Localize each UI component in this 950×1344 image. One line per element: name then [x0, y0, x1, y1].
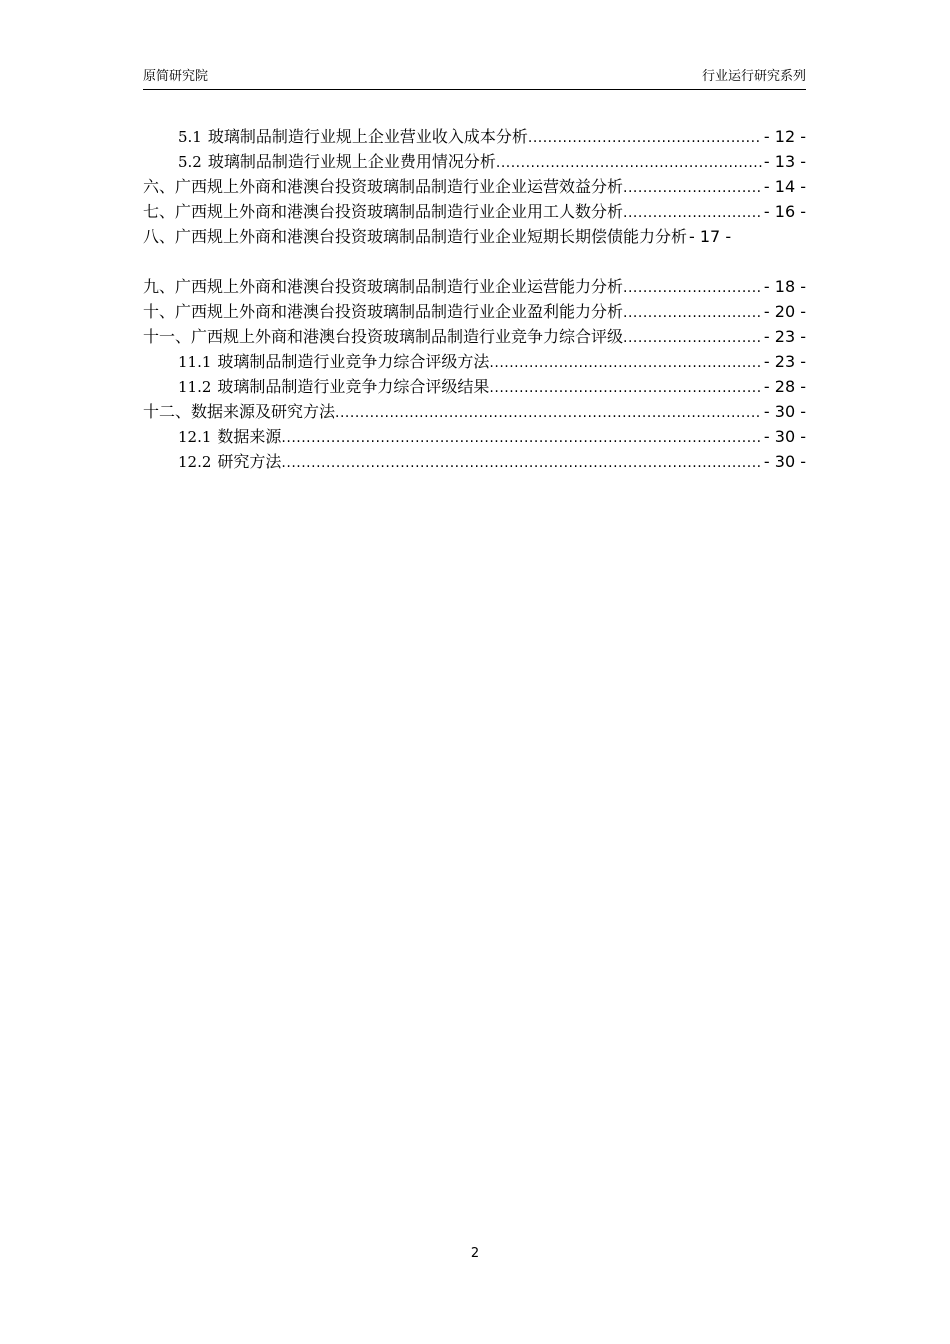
toc-entry-title: 玻璃制品制造行业竞争力综合评级方法 — [217, 352, 490, 371]
toc-entry-11[interactable] — [143, 324, 806, 349]
toc-entry-number: 11.2 — [178, 378, 212, 396]
toc-entry-number: 11.1 — [178, 353, 212, 371]
toc-entry-title: 九、广西规上外商和港澳台投资玻璃制品制造行业企业运营能力分析 — [143, 277, 624, 296]
toc-entry-5-1[interactable] — [143, 124, 806, 149]
toc-entry-page: - 12 - — [763, 127, 806, 146]
toc-entry-title: 八、广西规上外商和港澳台投资玻璃制品制造行业企业短期长期偿债能力分析 — [143, 227, 688, 246]
toc-entry-6[interactable] — [143, 174, 806, 199]
header-series: 行业运行研究系列 — [701, 69, 806, 84]
toc-entry-8[interactable] — [143, 224, 806, 274]
toc-entry-title: 十、广西规上外商和港澳台投资玻璃制品制造行业企业盈利能力分析 — [143, 302, 624, 321]
toc-entry-page: - 30 - — [763, 452, 806, 471]
toc-entry-12[interactable] — [143, 399, 806, 424]
toc-leader-dots — [623, 301, 762, 324]
toc-entry-title: 玻璃制品制造行业规上企业营业收入成本分析 — [207, 127, 528, 146]
toc-entry-page: - 30 - — [763, 427, 806, 446]
toc-entry-11-1[interactable] — [143, 349, 806, 374]
page-header — [143, 67, 806, 90]
toc-entry-5-2[interactable] — [143, 149, 806, 174]
toc-leader-dots — [496, 151, 762, 174]
table-of-contents — [143, 124, 806, 474]
toc-entry-number: 12.1 — [178, 428, 212, 446]
toc-entry-title: 数据来源 — [217, 427, 282, 446]
toc-leader-dots — [623, 326, 762, 349]
toc-entry-page: - 23 - — [763, 352, 806, 371]
toc-entry-title: 研究方法 — [217, 452, 282, 471]
toc-leader-dots — [623, 201, 762, 224]
toc-entry-page: - 13 - — [763, 152, 806, 171]
toc-entry-title: 玻璃制品制造行业竞争力综合评级结果 — [217, 377, 490, 396]
toc-entry-title: 十二、数据来源及研究方法 — [143, 402, 336, 421]
toc-entry-page: - 28 - — [763, 377, 806, 396]
toc-entry-7[interactable] — [143, 199, 806, 224]
toc-leader-dots — [489, 376, 762, 399]
toc-entry-number: 5.2 — [178, 153, 202, 171]
toc-entry-12-1[interactable] — [143, 424, 806, 449]
header-publisher: 原简研究院 — [143, 69, 209, 84]
toc-entry-page: - 17 - — [689, 227, 732, 246]
toc-leader-dots — [489, 351, 762, 374]
toc-entry-number: 5.1 — [178, 128, 202, 146]
toc-entry-10[interactable] — [143, 299, 806, 324]
toc-entry-12-2[interactable] — [143, 449, 806, 474]
toc-leader-dots — [623, 276, 762, 299]
toc-entry-page: - 14 - — [763, 177, 806, 196]
toc-entry-page: - 30 - — [763, 402, 806, 421]
toc-entry-title: 七、广西规上外商和港澳台投资玻璃制品制造行业企业用工人数分析 — [143, 202, 624, 221]
toc-entry-page: - 20 - — [763, 302, 806, 321]
toc-leader-dots — [623, 176, 762, 199]
toc-entry-page: - 23 - — [763, 327, 806, 346]
toc-entry-page: - 16 - — [763, 202, 806, 221]
toc-entry-title: 六、广西规上外商和港澳台投资玻璃制品制造行业企业运营效益分析 — [143, 177, 624, 196]
toc-leader-dots — [281, 451, 762, 474]
toc-entry-9[interactable] — [143, 274, 806, 299]
toc-leader-dots — [528, 126, 762, 149]
toc-leader-dots — [335, 401, 762, 424]
page-number: 2 — [470, 1246, 480, 1261]
toc-entry-title: 十一、广西规上外商和港澳台投资玻璃制品制造行业竞争力综合评级 — [143, 327, 624, 346]
toc-entry-number: 12.2 — [178, 453, 212, 471]
toc-leader-dots — [281, 426, 762, 449]
toc-entry-title: 玻璃制品制造行业规上企业费用情况分析 — [207, 152, 496, 171]
toc-entry-page: - 18 - — [763, 277, 806, 296]
toc-entry-11-2[interactable] — [143, 374, 806, 399]
